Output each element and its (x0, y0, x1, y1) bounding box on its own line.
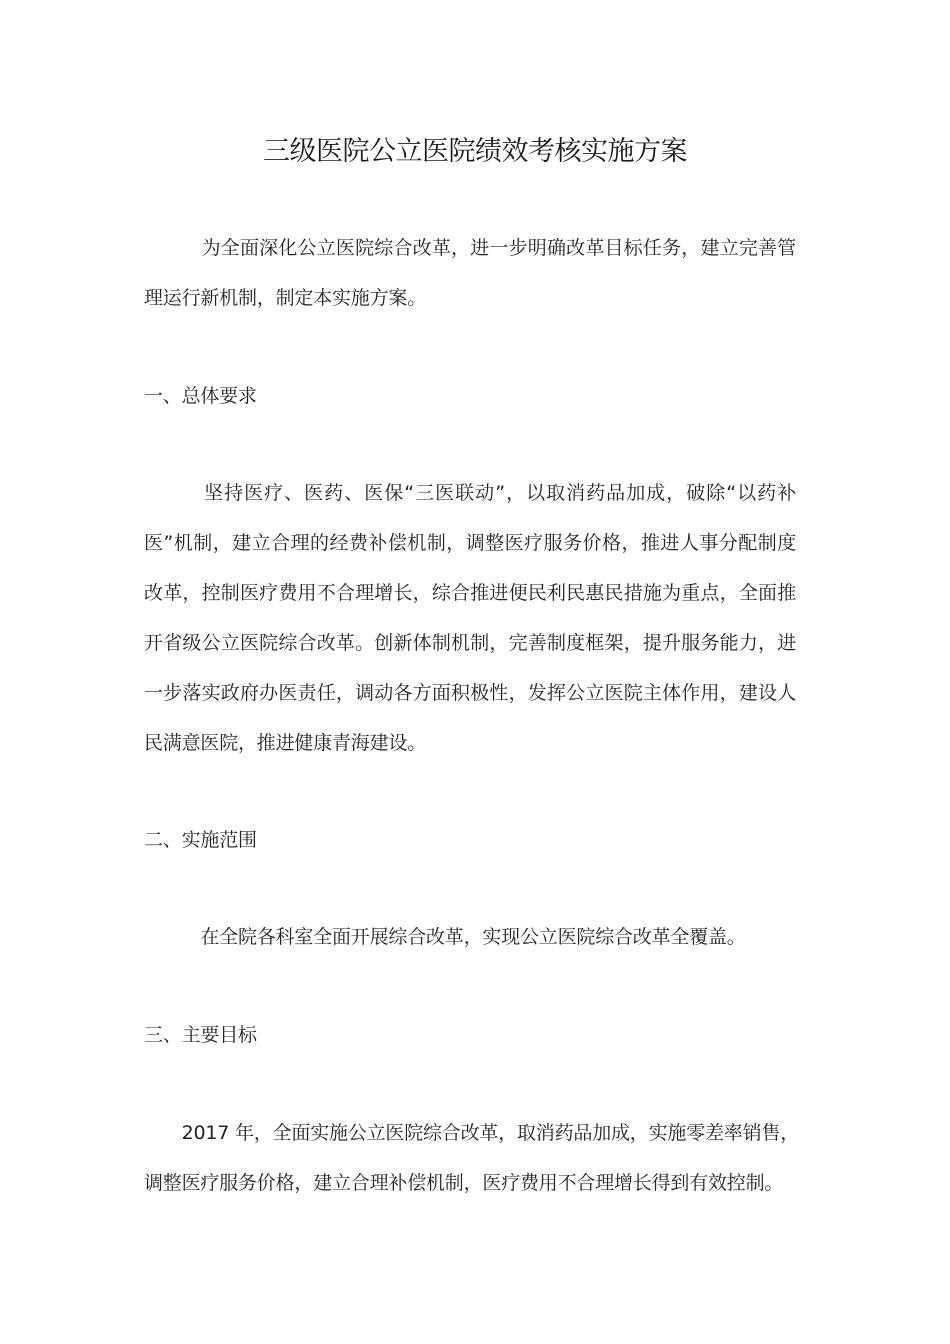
paragraph-line: 理运行新机制，制定本实施方案。 (144, 287, 427, 309)
intro-paragraph (144, 223, 796, 323)
paragraph-line: 一步落实政府办医责任，调动各方面积极性，发挥公立医院主体作用，建设人 (144, 682, 796, 704)
section-2-paragraph (144, 912, 796, 962)
section-1-paragraph (144, 468, 796, 768)
paragraph-line: 调整医疗服务价格，建立合理补偿机制，医疗费用不合理增长得到有效控制。 (144, 1172, 784, 1194)
paragraph-line: 2017 年，全面实施公立医院综合改革，取消药品加成，实施零差率销售， (144, 1122, 799, 1144)
paragraph-line: 民满意医院，推进健康青海建设。 (144, 732, 427, 754)
paragraph-line: 坚持医疗、医药、医保“三医联动”，以取消药品加成，破除“以药补 (144, 482, 796, 504)
section-heading-3: 三、主要目标 (144, 1024, 257, 1046)
section-heading-2: 二、实施范围 (144, 829, 257, 851)
paragraph-line: 在全院各科室全面开展综合改革，实现公立医院综合改革全覆盖。 (144, 926, 746, 948)
section-heading-1: 一、总体要求 (144, 385, 257, 407)
paragraph-line: 改革，控制医疗费用不合理增长，综合推进便民利民惠民措施为重点，全面推 (144, 582, 796, 604)
section-3-paragraph (144, 1108, 799, 1208)
document-title: 三级医院公立医院绩效考核实施方案 (263, 136, 687, 167)
paragraph-line: 医”机制，建立合理的经费补偿机制，调整医疗服务价格，推进人事分配制度 (144, 532, 796, 554)
paragraph-line: 开省级公立医院综合改革。创新体制机制，完善制度框架，提升服务能力，进 (144, 632, 796, 654)
paragraph-line: 为全面深化公立医院综合改革，进一步明确改革目标任务，建立完善管 (144, 237, 796, 259)
